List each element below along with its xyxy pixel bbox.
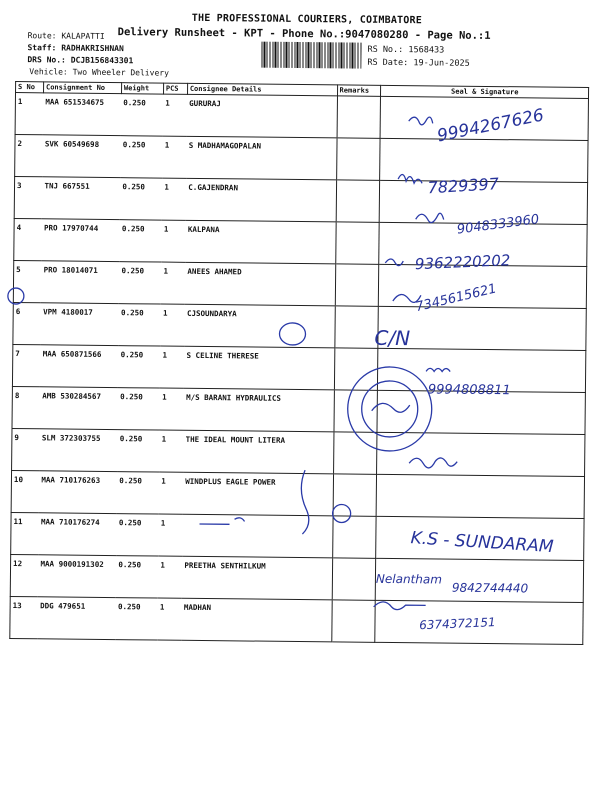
- row-sno: 12: [10, 555, 38, 597]
- row-signature: [380, 138, 588, 182]
- row-sno: 10: [11, 471, 39, 513]
- row-consignment-no: PRO 18014071: [41, 261, 119, 304]
- row-weight: 0.250: [117, 430, 159, 472]
- table-row: [12, 387, 585, 435]
- row-remarks: [332, 558, 376, 600]
- row-remarks: [334, 306, 378, 348]
- row-weight: 0.250: [120, 220, 162, 262]
- vehicle-line: Vehicle: Two Wheeler Delivery: [29, 67, 169, 78]
- rs-no-line: RS No.: 1568433: [367, 44, 445, 56]
- row-consignment-no: PRO 17970744: [42, 219, 120, 262]
- row-sno: 3: [14, 177, 42, 219]
- row-pcs: 1: [161, 262, 185, 304]
- row-consignment-no: SVK 60549698: [43, 135, 121, 178]
- route-line: Route: KALAPATTI: [27, 31, 105, 41]
- vehicle-value: Two Wheeler Delivery: [72, 67, 169, 78]
- row-consignee: GURURAJ: [187, 94, 337, 138]
- row-consignee: ANEES AHAMED: [185, 262, 335, 306]
- handwritten-phone: 9994267626: [435, 105, 546, 147]
- row-remarks: [336, 180, 380, 222]
- col-pcs: PCS: [163, 83, 187, 94]
- row-sno: 6: [13, 303, 41, 345]
- row-remarks: [333, 474, 377, 516]
- handwritten-phone: 6374372151: [418, 615, 496, 633]
- row-pcs: 1: [160, 346, 184, 388]
- rs-no-value: 1568433: [408, 45, 445, 56]
- rs-date-line: RS Date: 19-Jun-2025: [367, 57, 470, 69]
- row-consignee: [182, 514, 332, 558]
- row-consignment-no: MAA 710176274: [39, 513, 117, 556]
- row-consignment-no: SLM 372303755: [40, 429, 118, 472]
- row-remarks: [332, 516, 376, 558]
- row-sno: 9: [12, 429, 40, 471]
- row-pcs: 1: [161, 304, 185, 346]
- table-row: [14, 219, 587, 267]
- row-signature: [380, 180, 588, 224]
- table-row: [13, 261, 586, 309]
- row-weight: 0.250: [120, 178, 162, 220]
- company-title: THE PROFESSIONAL COURIERS, COIMBATORE: [191, 12, 423, 27]
- row-signature: [379, 222, 587, 266]
- row-weight: 0.250: [121, 94, 163, 136]
- row-consignment-no: MAA 651534675: [43, 93, 121, 136]
- table-row: [10, 596, 583, 644]
- row-consignee: WINDPLUS EAGLE POWER: [183, 472, 333, 516]
- handwritten-phone: 7345615621: [414, 281, 499, 316]
- table-row: [15, 135, 588, 183]
- handwritten-name: K.S - SUNDARAM: [410, 528, 555, 558]
- col-signature: Seal & Signature: [381, 85, 589, 98]
- row-sno: 2: [15, 135, 43, 177]
- row-sno: 13: [10, 596, 38, 638]
- row-consignee: THE IDEAL MOUNT LITERA: [183, 430, 333, 474]
- table-row: [12, 429, 585, 477]
- row-sno: 7: [12, 345, 40, 387]
- row-consignment-no: MAA 650871566: [40, 345, 118, 388]
- handwritten-phone: 7829397: [427, 174, 500, 198]
- runsheet-table: [9, 81, 589, 645]
- row-pcs: 1: [160, 388, 184, 430]
- col-remarks: Remarks: [337, 85, 381, 96]
- row-pcs: 1: [158, 598, 182, 640]
- drs-line: DRS No.: DCJB156843301: [27, 55, 134, 66]
- row-weight: 0.250: [116, 598, 158, 640]
- row-weight: 0.250: [118, 346, 160, 388]
- col-consignment: Consignment No: [43, 82, 121, 94]
- row-weight: 0.250: [120, 136, 162, 178]
- row-weight: 0.250: [119, 262, 161, 304]
- table-row: [13, 303, 586, 351]
- row-pcs: 1: [163, 94, 187, 136]
- row-consignee: S MADHAMAGOPALAN: [186, 136, 336, 180]
- table-row: [14, 177, 587, 225]
- table-row: [12, 345, 585, 393]
- row-signature: [381, 96, 589, 140]
- handwritten-note: C/N: [374, 325, 411, 351]
- row-remarks: [333, 390, 377, 432]
- row-consignee: PREETHA SENTHILKUM: [182, 556, 332, 600]
- row-consignee: S CELINE THERESE: [184, 346, 334, 390]
- row-pcs: 1: [159, 430, 183, 472]
- row-sno: 11: [11, 513, 39, 555]
- row-remarks: [336, 138, 380, 180]
- row-signature: [375, 600, 583, 644]
- row-sno: 5: [13, 261, 41, 303]
- row-consignment-no: MAA 710176263: [39, 471, 117, 514]
- row-weight: 0.250: [119, 304, 161, 346]
- row-consignment-no: AMB 530284567: [40, 387, 118, 430]
- row-weight: 0.250: [118, 388, 160, 430]
- row-consignee: MADHAN: [182, 598, 332, 642]
- row-remarks: [335, 264, 379, 306]
- row-sno: 8: [12, 387, 40, 429]
- row-consignee: C.GAJENDRAN: [186, 178, 336, 222]
- row-pcs: 1: [162, 178, 186, 220]
- row-remarks: [334, 348, 378, 390]
- table-row: [15, 93, 588, 141]
- staff-line: Staff: RADHAKRISHNAN: [27, 43, 124, 54]
- row-remarks: [331, 600, 375, 642]
- row-pcs: 1: [162, 220, 186, 262]
- row-signature: [376, 558, 584, 602]
- row-weight: 0.250: [117, 472, 159, 514]
- drs-value: DCJB156843301: [70, 55, 134, 66]
- staff-value: RADHAKRISHNAN: [61, 43, 124, 54]
- row-remarks: [335, 222, 379, 264]
- row-sno: 1: [15, 93, 43, 135]
- handwritten-phone: 9842744440: [451, 580, 529, 596]
- row-sno: 4: [14, 219, 42, 261]
- row-consignee: M/S BARANI HYDRAULICS: [184, 388, 334, 432]
- row-pcs: 1: [158, 514, 182, 556]
- row-signature: [378, 348, 586, 392]
- row-signature: [378, 306, 586, 350]
- row-signature: [377, 432, 585, 476]
- table-row: [10, 555, 583, 603]
- col-consignee: Consignee Details: [187, 83, 337, 96]
- col-sno: S No: [16, 82, 44, 93]
- barcode: [261, 42, 361, 69]
- row-consignment-no: MAA 9000191302: [38, 555, 116, 598]
- route-value: KALAPATTI: [61, 31, 105, 41]
- row-consignee: KALPANA: [186, 220, 336, 264]
- rs-date-value: 19-Jun-2025: [413, 58, 470, 69]
- handwritten-phone: 9048333960: [456, 212, 541, 238]
- row-signature: [377, 390, 585, 434]
- row-consignee: CJSOUNDARYA: [185, 304, 335, 348]
- row-remarks: [333, 432, 377, 474]
- row-signature: [377, 474, 585, 518]
- row-pcs: 1: [158, 556, 182, 598]
- row-signature: [379, 264, 587, 308]
- table-row: [11, 513, 584, 561]
- row-pcs: 1: [159, 472, 183, 514]
- col-weight: Weight: [121, 83, 163, 94]
- row-consignment-no: VPM 4180017: [41, 303, 119, 346]
- handwritten-name: Nelantham: [375, 571, 443, 587]
- row-weight: 0.250: [116, 556, 158, 598]
- row-remarks: [337, 96, 381, 138]
- row-weight: 0.250: [117, 514, 159, 556]
- handwritten-phone: 9362220202: [414, 251, 511, 274]
- handwritten-phone: 9994808811: [427, 382, 511, 399]
- row-consignment-no: DDG 479651: [38, 597, 116, 640]
- row-signature: [376, 516, 584, 560]
- row-consignment-no: TNJ 667551: [42, 177, 120, 220]
- runsheet-subtitle: Delivery Runsheet - KPT - Phone No.:9047080280 - Page No.:1: [117, 26, 491, 42]
- row-pcs: 1: [162, 136, 186, 178]
- table-row: [11, 471, 584, 519]
